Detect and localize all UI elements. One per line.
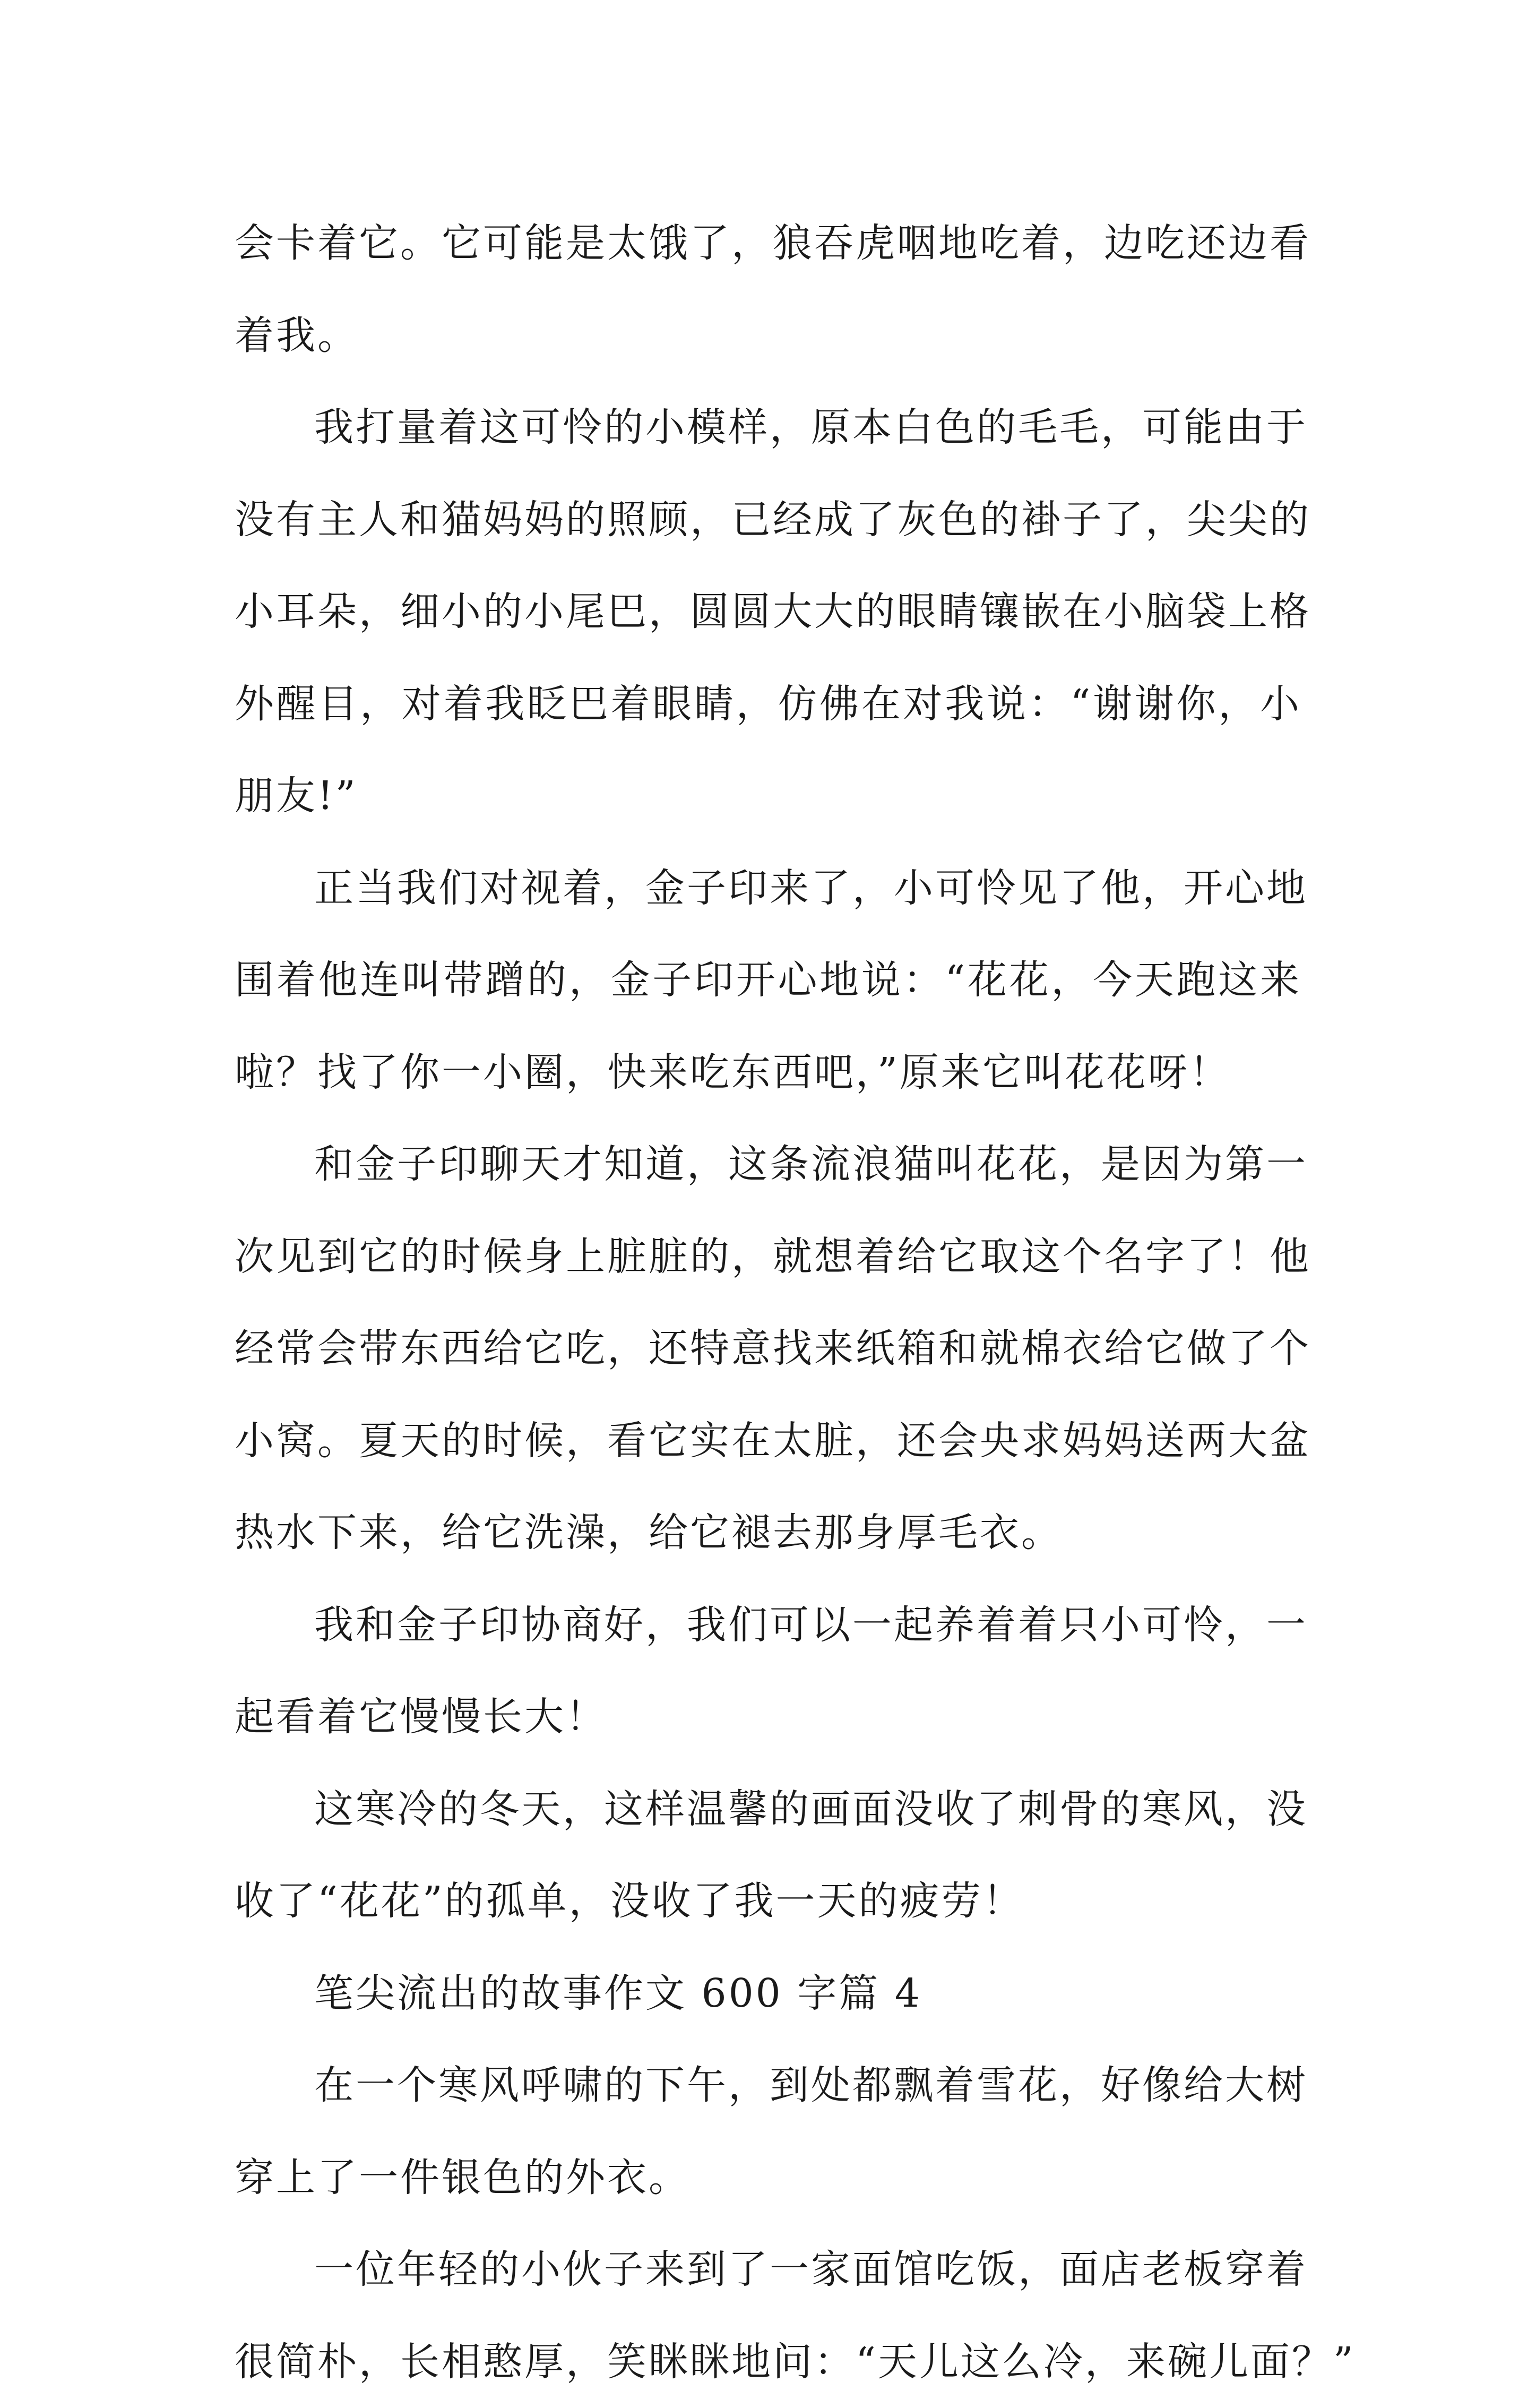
text-line: 着我。 <box>235 290 1301 382</box>
text-line: 正当我们对视着，金子印来了，小可怜见了他，开心地 <box>235 842 1301 935</box>
text-line: 次见到它的时候身上脏脏的，就想着给它取这个名字了！他 <box>235 1211 1301 1303</box>
text-line: 这寒冷的冬天，这样温馨的画面没收了刺骨的寒风，没 <box>235 1764 1301 1856</box>
text-line: 收了“花花”的孤单，没收了我一天的疲劳！ <box>235 1855 1301 1948</box>
text-line: 外醒目，对着我眨巴着眼睛，仿佛在对我说：“谢谢你，小 <box>235 658 1301 751</box>
text-line: 热水下来，给它洗澡，给它褪去那身厚毛衣。 <box>235 1487 1301 1579</box>
text-line: 我打量着这可怜的小模样，原本白色的毛毛，可能由于 <box>235 382 1301 474</box>
text-line: 穿上了一件银色的外衣。 <box>235 2132 1301 2224</box>
text-line: 起看着它慢慢长大！ <box>235 1671 1301 1764</box>
section-heading: 笔尖流出的故事作文 600 字篇 4 <box>235 1948 1301 2040</box>
text-line: 围着他连叫带蹭的，金子印开心地说：“花花，今天跑这来 <box>235 934 1301 1027</box>
text-line: 小窝。夏天的时候，看它实在太脏，还会央求妈妈送两大盆 <box>235 1395 1301 1487</box>
text-line: 没有主人和猫妈妈的照顾，已经成了灰色的褂子了，尖尖的 <box>235 474 1301 566</box>
text-line: 会卡着它。它可能是太饿了，狼吞虎咽地吃着，边吃还边看 <box>235 197 1301 290</box>
text-line: 一位年轻的小伙子来到了一家面馆吃饭，面店老板穿着 <box>235 2224 1301 2316</box>
text-line: 小耳朵，细小的小尾巴，圆圆大大的眼睛镶嵌在小脑袋上格 <box>235 566 1301 658</box>
text-line: 朋友!” <box>235 750 1301 842</box>
text-line: 很简朴，长相憨厚，笑眯眯地问：“天儿这么冷，来碗儿面？” <box>235 2316 1301 2408</box>
text-line: 和金子印聊天才知道，这条流浪猫叫花花，是因为第一 <box>235 1119 1301 1211</box>
text-line: 我和金子印协商好，我们可以一起养着着只小可怜，一 <box>235 1579 1301 1672</box>
text-line: 啦？找了你一小圈，快来吃东西吧，”原来它叫花花呀！ <box>235 1027 1301 1119</box>
text-line: 经常会带东西给它吃，还特意找来纸箱和就棉衣给它做了个 <box>235 1303 1301 1395</box>
document-body <box>235 197 1301 2408</box>
text-line: 在一个寒风呼啸的下午，到处都飘着雪花，好像给大树 <box>235 2040 1301 2132</box>
